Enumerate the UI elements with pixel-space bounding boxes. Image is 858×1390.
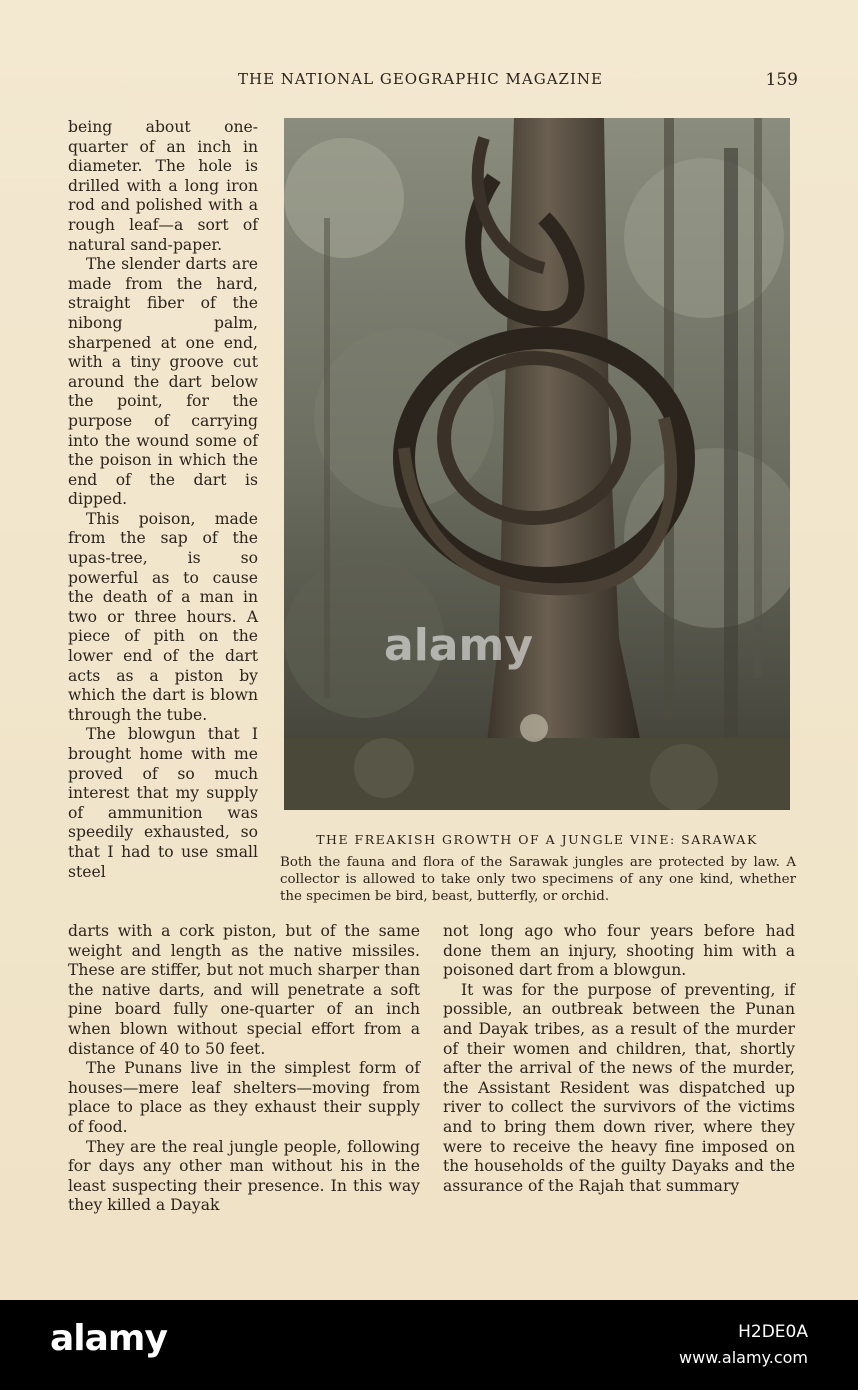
left-column-narrow: [68, 118, 258, 882]
page-number: 159: [765, 70, 798, 90]
jungle-vine-photo: [284, 118, 790, 810]
paragraph: darts with a cork piston, but of the same weight and length as the native missiles. These are stiffer, but not much sharper than the native darts, and will penetrate a soft pine board fully one-quarter of an inch when blown without special effort from a distance of 40 to 50 feet.: [68, 922, 420, 1058]
left-column-wide: [68, 922, 420, 1216]
paragraph: being about one-quarter of an inch in diameter. The hole is drilled with a long iron rod and polished with a rough leaf—a sort of natural sand-paper.: [68, 118, 258, 254]
site-url: www.alamy.com: [679, 1348, 808, 1367]
paragraph: They are the real jungle people, following for days any other man without his in the least suspecting their presence. In this way they killed a Dayak: [68, 1137, 420, 1215]
paragraph: not long ago who four years before had done them an injury, shooting him with a poisoned dart from a blowgun.: [443, 922, 795, 980]
running-header: [0, 70, 858, 94]
alamy-logo: alamy: [50, 1318, 167, 1359]
paragraph: It was for the purpose of preventing, if possible, an outbreak between the Punan and Dayak tribes, as a result of the murder of their women and children, that, shortly after the arrival of the news of the murder, the Assistant Resident was dispatched up river to collect the survivors of the victims and to bring them down river, where they were to receive the heavy fine imposed on the households of the guilty Dayaks and the assurance of the Rajah that summary: [443, 980, 795, 1195]
stock-footer-bar: [0, 1300, 858, 1390]
stock-watermark: alamy: [384, 620, 533, 671]
photo-illustration: [284, 118, 790, 810]
photo-caption-title: THE FREAKISH GROWTH OF A JUNGLE VINE: SARAWAK: [316, 832, 758, 847]
paragraph: This poison, made from the sap of the upas-tree, is so powerful as to cause the death of a man in two or three hours. A piece of pith on the lower end of the dart acts as a piston by which the dart is blown through the tube.: [68, 509, 258, 724]
paragraph: The Punans live in the simplest form of houses—mere leaf shelters—moving from place to place as they exhaust their supply of food.: [68, 1059, 420, 1136]
paragraph: The blowgun that I brought home with me proved of so much interest that my supply of ammunition was speedily exhausted, so that I had to use small steel: [68, 725, 258, 881]
paragraph: The slender darts are made from the hard, straight fiber of the nibong palm, sharpened at one end, with a tiny groove cut around the dart below the point, for the purpose of carrying into the wound some of the poison in which the end of the dart is dipped.: [68, 255, 258, 509]
magazine-title: THE NATIONAL GEOGRAPHIC MAGAZINE: [238, 70, 603, 88]
right-column: [443, 922, 795, 1196]
image-code: H2DE0A: [738, 1322, 808, 1342]
photo-caption-body: Both the fauna and flora of the Sarawak jungles are protected by law. A collector is allowed to take only two specimens of any one kind, whether the specimen be bird, beast, butterfly, or orchid.: [280, 855, 796, 904]
